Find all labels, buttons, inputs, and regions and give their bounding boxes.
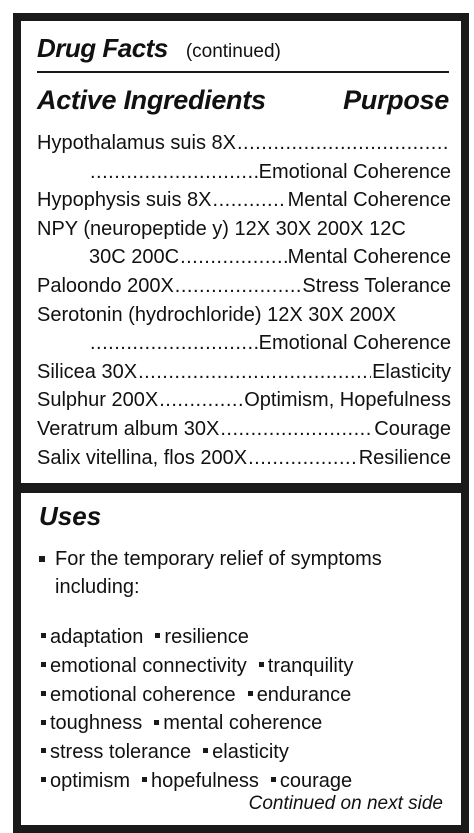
ingredient-line [37, 415, 451, 444]
symptom-text: optimism [50, 769, 131, 792]
symptom-text: elasticity [212, 741, 289, 764]
ingredient-name: Salix vitellina, flos 200X [37, 446, 248, 469]
bullet-square-icon [142, 777, 147, 782]
symptom-item [142, 767, 259, 796]
bullet-square-icon [154, 720, 159, 725]
symptom-item [155, 623, 248, 652]
purpose-heading: Purpose [343, 85, 449, 115]
drug-facts-header [37, 33, 281, 64]
symptom-item [41, 709, 142, 738]
ingredient-line [37, 444, 451, 473]
symptom-text: courage [279, 769, 353, 792]
bullet-square-icon [259, 662, 264, 667]
ingredient-purpose: Courage [374, 417, 451, 440]
ingredient-purpose: Emotional Coherence [258, 332, 451, 355]
dot-leader [237, 129, 450, 158]
header-rule [37, 71, 449, 73]
dot-leader [138, 358, 371, 387]
ingredient-purpose: Mental Coherence [287, 189, 451, 212]
ingredient-name: Serotonin (hydrochloride) 12X 30X 200X [37, 303, 397, 326]
symptom-row [41, 709, 461, 738]
ingredient-line [37, 358, 451, 387]
ingredient-name: Paloondo 200X [37, 274, 174, 297]
symptom-row [41, 767, 461, 796]
symptom-text: endurance [256, 683, 352, 706]
symptom-text: toughness [50, 712, 143, 735]
ingredient-purpose: Emotional Coherence [258, 160, 451, 183]
uses-intro-text: For the temporary relief of symptoms including: [55, 548, 382, 598]
ingredient-name: NPY (neuropeptide y) 12X 30X 200X 12C [37, 217, 406, 240]
symptom-text: adaptation [50, 626, 144, 648]
ingredient-line [37, 301, 451, 330]
dot-leader [159, 386, 243, 415]
dot-leader [213, 186, 287, 215]
bullet-square-icon [203, 748, 208, 753]
symptom-item [41, 623, 143, 652]
ingredient-name: Hypophysis suis 8X [37, 189, 212, 212]
ingredient-line [37, 243, 451, 272]
symptom-row [41, 738, 461, 767]
dot-leader [90, 158, 258, 187]
symptom-item [203, 738, 289, 767]
symptom-text: emotional connectivity [50, 654, 247, 677]
dot-leader [175, 272, 302, 301]
symptom-item [248, 681, 352, 710]
ingredient-purpose: Elasticity [372, 360, 451, 383]
bullet-square-icon [41, 662, 46, 667]
ingredient-line [37, 215, 451, 244]
ingredient-line [37, 158, 451, 187]
ingredient-purpose: Stress Tolerance [302, 274, 451, 297]
ingredient-line [37, 129, 451, 158]
ingredient-name: Hypothalamus suis 8X [37, 132, 236, 154]
symptom-item [41, 681, 236, 710]
symptom-item [259, 652, 354, 681]
symptom-text: tranquility [267, 654, 354, 677]
bullet-square-icon [39, 556, 45, 562]
dot-leader [90, 329, 258, 358]
symptom-item [271, 767, 352, 796]
symptom-item [41, 652, 247, 681]
ingredient-line [37, 186, 451, 215]
continued-label: (continued) [185, 41, 281, 62]
active-ingredients-section [21, 21, 461, 483]
ingredient-line [37, 272, 451, 301]
dot-leader [220, 415, 373, 444]
bullet-square-icon [41, 777, 46, 782]
symptom-text: hopefulness [151, 769, 259, 792]
symptom-row [41, 623, 461, 652]
ingredient-line [37, 329, 451, 358]
bullet-square-icon [41, 720, 46, 725]
symptom-row [41, 681, 461, 710]
symptom-item [154, 709, 322, 738]
bullet-square-icon [41, 748, 46, 753]
ingredient-name: Sulphur 200X [37, 389, 159, 412]
ingredient-name: Veratrum album 30X [37, 417, 220, 440]
bullet-square-icon [248, 691, 253, 696]
symptom-text: mental coherence [163, 712, 323, 735]
continued-next-side: Continued on next side [248, 793, 443, 814]
symptom-item [41, 767, 130, 796]
symptom-text: resilience [164, 626, 249, 648]
ingredient-purpose: Resilience [358, 446, 451, 469]
bullet-square-icon [271, 777, 276, 782]
drug-facts-panel [13, 13, 469, 833]
bullet-square-icon [41, 633, 46, 638]
ingredient-name: Silicea 30X [37, 360, 138, 383]
ingredient-name: 30C 200C [89, 246, 180, 269]
symptom-text: emotional coherence [50, 683, 236, 706]
uses-heading: Uses [39, 501, 102, 531]
uses-section [21, 493, 461, 825]
section-divider [21, 483, 461, 493]
ingredient-list [37, 129, 451, 472]
symptom-list [41, 623, 461, 796]
bullet-square-icon [41, 691, 46, 696]
ingredient-line [37, 386, 451, 415]
active-ingredients-heading: Active Ingredients [37, 85, 266, 115]
drug-facts-title: Drug Facts [37, 33, 168, 63]
bullet-square-icon [155, 633, 160, 638]
symptom-row [41, 652, 461, 681]
uses-intro-item [39, 545, 439, 601]
symptom-item [41, 738, 191, 767]
ingredient-purpose: Mental Coherence [287, 246, 451, 269]
symptom-text: stress tolerance [50, 741, 192, 764]
ingredient-purpose: Optimism, Hopefulness [244, 389, 451, 412]
dot-leader [248, 444, 358, 473]
dot-leader [180, 243, 287, 272]
